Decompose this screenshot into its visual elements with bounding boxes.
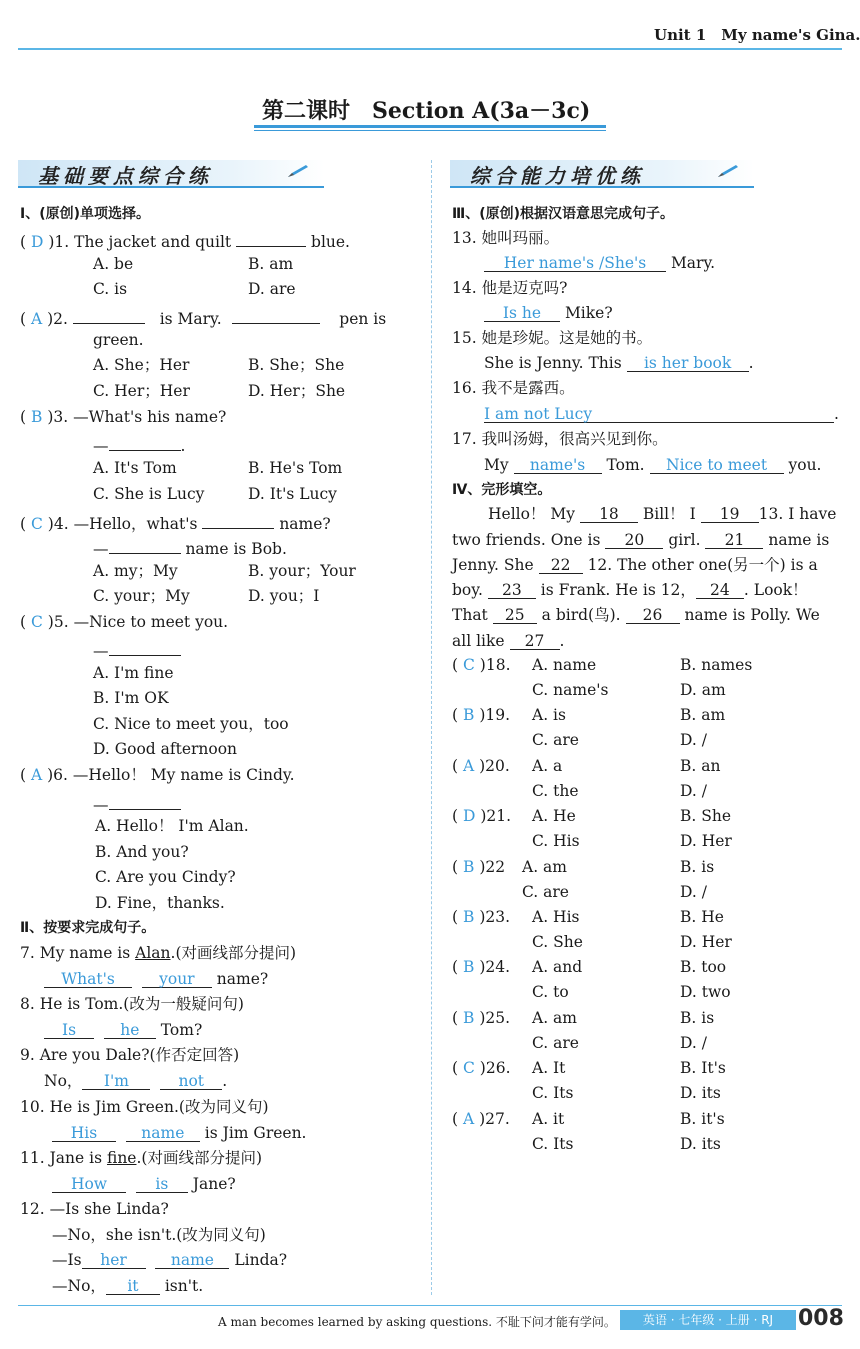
- question-16: 16. 我不是露西。: [452, 379, 575, 397]
- column-divider: [431, 160, 432, 1295]
- question-7: 7. My name is Alan.(对画线部分提问): [20, 944, 297, 962]
- cloze-question: ( B )22: [452, 858, 506, 876]
- option-b: B. it's: [680, 1110, 725, 1128]
- question-12: 12. —Is she Linda?: [20, 1200, 169, 1218]
- cloze-line: That 25 a bird(鸟). 26 name is Polly. We: [452, 606, 820, 624]
- option-d: D. /: [680, 883, 707, 901]
- cloze-line: two friends. One is 20 girl. 21 name is: [452, 531, 830, 549]
- cloze-question: ( B )23.: [452, 908, 511, 926]
- question-2: ( A )2. is Mary. pen is: [20, 305, 386, 329]
- cloze-question: ( C )26.: [452, 1059, 511, 1077]
- question-17: 17. 我叫汤姆，很高兴见到你。: [452, 430, 668, 448]
- question-6: ( A )6. —Hello！ My name is Cindy.: [20, 766, 295, 784]
- question-14: 14. 他是迈克吗?: [452, 279, 568, 297]
- option-a: A. a: [532, 757, 563, 775]
- option-d: D. /: [680, 731, 707, 749]
- pencil-icon: [286, 163, 310, 179]
- cloze-question: ( C )18.: [452, 656, 511, 674]
- option-c: C. are: [522, 883, 569, 901]
- banner-advanced: 综合能力培优练: [450, 160, 754, 188]
- option-d: D. am: [680, 681, 726, 699]
- option-d: D. /: [680, 1034, 707, 1052]
- option-a: A. It: [532, 1059, 566, 1077]
- page-number: 008: [798, 1306, 844, 1331]
- option-c: C. the: [532, 782, 579, 800]
- option-a: A. He: [532, 807, 576, 825]
- banner-basic: 基础要点综合练: [18, 160, 324, 188]
- option-c: C. Its: [532, 1135, 574, 1153]
- option-a: A. it: [532, 1110, 565, 1128]
- option-c: C. Its: [532, 1084, 574, 1102]
- option-a: A. His: [532, 908, 580, 926]
- cloze-question: ( B )19.: [452, 706, 511, 724]
- footer-badge: 英语 · 七年级 · 上册 · RJ: [620, 1310, 796, 1330]
- section-title: Ⅰ、(原创)单项选择。: [20, 206, 151, 222]
- section-title: Ⅲ、(原创)根据汉语意思完成句子。: [452, 206, 675, 222]
- header-unit: Unit 1 My name's Gina.: [654, 26, 860, 44]
- chapter-underline: [254, 125, 606, 128]
- option-b: B. It's: [680, 1059, 726, 1077]
- cloze-question: ( B )24.: [452, 958, 511, 976]
- cloze-line: all like 27 .: [452, 632, 565, 650]
- option-b: B. He: [680, 908, 724, 926]
- option-b: B. an: [680, 757, 721, 775]
- question-5: ( C )5. —Nice to meet you.: [20, 613, 229, 631]
- option-a: A. am: [532, 1009, 577, 1027]
- question-10: 10. He is Jim Green.(改为同义句): [20, 1098, 269, 1116]
- cloze-question: ( B )25.: [452, 1009, 511, 1027]
- option-a: A. name: [532, 656, 597, 674]
- option-d: D. /: [680, 782, 707, 800]
- section-title: Ⅳ、完形填空。: [452, 482, 552, 498]
- cloze-question: ( D )21.: [452, 807, 512, 825]
- option-d: D. Her: [680, 832, 732, 850]
- option-d: D. Her: [680, 933, 732, 951]
- cloze-question: ( A )20.: [452, 757, 510, 775]
- cloze-line: boy. 23 is Frank. He is 12， 24 . Look！: [452, 581, 808, 599]
- question-4: ( C )4. —Hello，what's name?: [20, 510, 331, 534]
- option-b: B. She: [680, 807, 732, 825]
- footer-rule: [18, 1305, 842, 1306]
- cloze-line: Hello！ My 18 Bill！ I 19 13. I have: [488, 505, 837, 523]
- question-9: 9. Are you Dale?(作否定回答): [20, 1046, 240, 1064]
- header-rule: [18, 48, 842, 50]
- option-d: D. its: [680, 1135, 721, 1153]
- option-a: A. am: [522, 858, 567, 876]
- option-b: B. too: [680, 958, 727, 976]
- pencil-icon: [716, 163, 740, 179]
- option-d: D. its: [680, 1084, 721, 1102]
- option-a: A. is: [532, 706, 566, 724]
- question-1: ( D )1. The jacket and quilt blue.: [20, 228, 350, 252]
- option-d: D. two: [680, 983, 731, 1001]
- option-c: C. are: [532, 731, 579, 749]
- cloze-question: ( A )27.: [452, 1110, 510, 1128]
- option-b: B. is: [680, 1009, 715, 1027]
- option-c: C. are: [532, 1034, 579, 1052]
- question-13: 13. 她叫玛丽。: [452, 229, 560, 247]
- option-c: C. His: [532, 832, 580, 850]
- question-11: 11. Jane is fine.(对画线部分提问): [20, 1149, 263, 1167]
- option-c: C. She: [532, 933, 583, 951]
- option-c: C. to: [532, 983, 569, 1001]
- question-3: ( B )3. —What's his name?: [20, 408, 227, 426]
- chapter-title: 第二课时 Section A(3a－3c): [262, 98, 591, 124]
- option-c: C. name's: [532, 681, 609, 699]
- option-b: B. is: [680, 858, 715, 876]
- option-b: B. names: [680, 656, 753, 674]
- footer-quote: A man becomes learned by asking questions. 不耻下问才能有学问。: [218, 1315, 616, 1329]
- option-b: B. am: [680, 706, 726, 724]
- option-a: A. and: [532, 958, 583, 976]
- section-title: Ⅱ、按要求完成句子。: [20, 920, 156, 936]
- cloze-line: Jenny. She 22 12. The other one(另一个) is a: [452, 556, 818, 574]
- question-8: 8. He is Tom.(改为一般疑问句): [20, 995, 244, 1013]
- question-15: 15. 她是珍妮。这是她的书。: [452, 329, 653, 347]
